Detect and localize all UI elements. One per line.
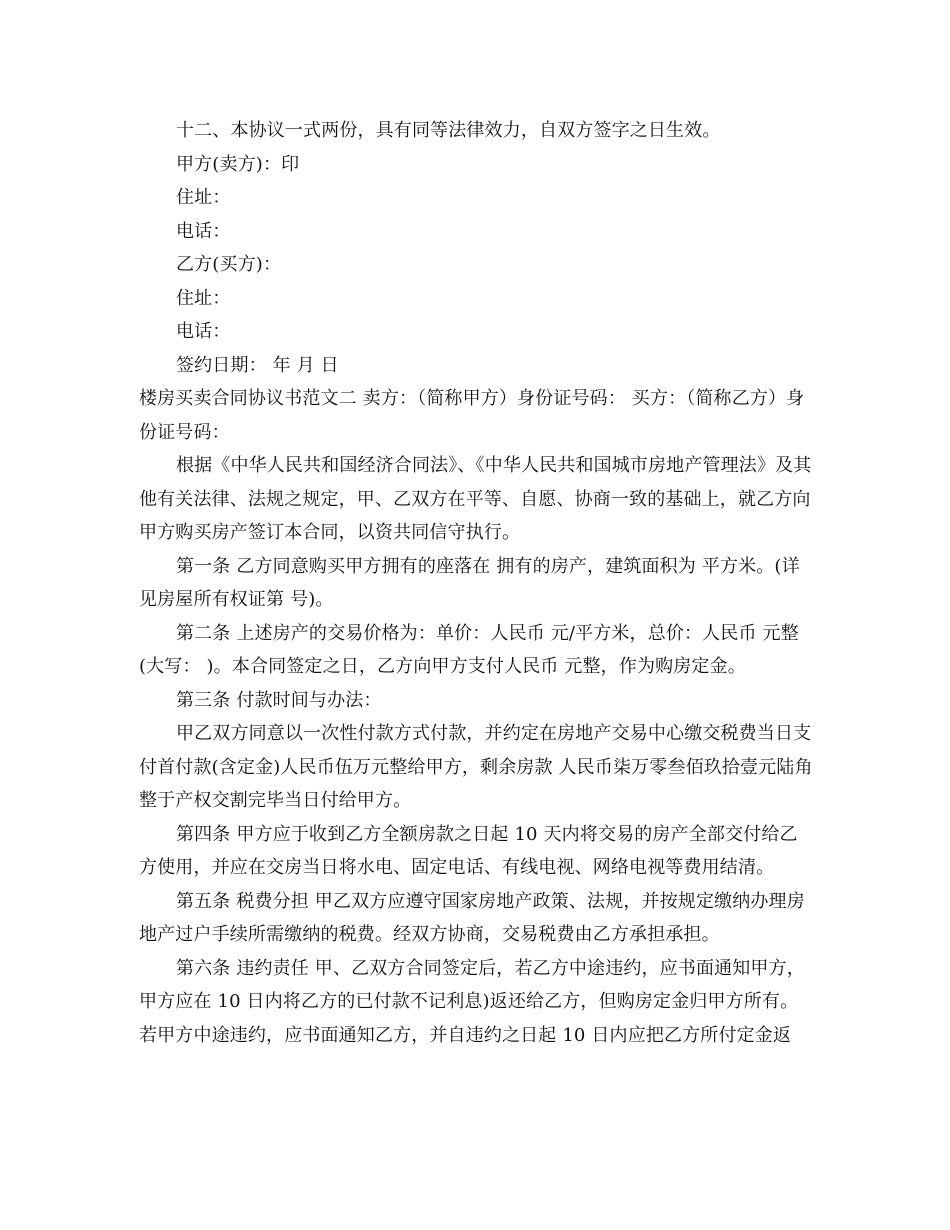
party-b-phone-line: 电话：	[176, 321, 231, 342]
contract-two-heading: 楼房买卖合同协议书范文二 卖方：（简称甲方）身份证号码： 买方：（简称乙方）身份证号码：	[139, 388, 805, 443]
clause-twelve-paragraph: 十二、本协议一式两份，具有同等法律效力，自双方签字之日生效。	[176, 120, 721, 141]
contract-preamble-paragraph: 根据《中华人民共和国经济合同法》、《中华人民共和国城市房地产管理法》及其他有关法律、法规之规定，甲、乙双方在平等、自愿、协商一致的基础上，就乙方向甲方购买房产签订本合同，以资共同信守执行。	[139, 455, 812, 543]
article-two-paragraph: 第二条 上述房产的交易价格为：单价：人民币 元/平方米，总价：人民币 元整(大写： )。本合同签定之日，乙方向甲方支付人民币 元整，作为购房定金。	[139, 622, 799, 677]
party-a-seller-line: 甲方(卖方)：印	[176, 153, 300, 175]
article-one-paragraph: 第一条 乙方同意购买甲方拥有的座落在 拥有的房产，建筑面积为 平方米。(详见房屋所有权证第 号)。	[139, 555, 800, 610]
signing-date-line: 签约日期： 年 月 日	[176, 354, 339, 376]
party-a-phone-line: 电话：	[176, 220, 231, 242]
party-a-address-line: 住址：	[176, 187, 231, 208]
article-six-paragraph: 第六条 违约责任 甲、乙双方合同签定后，若乙方中途违约，应书面通知甲方，甲方应在 10 日内将乙方的已付款不记利息)返还给乙方，但购房定金归甲方所有。若甲方中途违约，应书面通知乙方，并自违约之日起 10 日内应把乙方所付定金返	[139, 957, 805, 1046]
party-b-address-line: 住址：	[176, 287, 231, 309]
payment-terms-paragraph: 甲乙双方同意以一次性付款方式付款，并约定在房地产交易中心缴交税费当日支付首付款(含定金)人民币伍万元整给甲方，剩余房款 人民币柒万零叁佰玖拾壹元陆角整于产权交割完毕当日付给甲方。	[139, 723, 813, 811]
document-body	[139, 114, 815, 1052]
article-three-heading: 第三条 付款时间与办法：	[176, 689, 382, 711]
party-b-buyer-line: 乙方(买方)：	[176, 254, 282, 275]
article-four-paragraph: 第四条 甲方应于收到乙方全额房款之日起 10 天内将交易的房产全部交付给乙方使用，并应在交房当日将水电、固定电话、有线电视、网络电视等费用结清。	[139, 823, 798, 878]
article-five-paragraph: 第五条 税费分担 甲乙双方应遵守国家房地产政策、法规，并按规定缴纳办理房地产过户手续所需缴纳的税费。经双方协商，交易税费由乙方承担承担。	[139, 890, 805, 945]
